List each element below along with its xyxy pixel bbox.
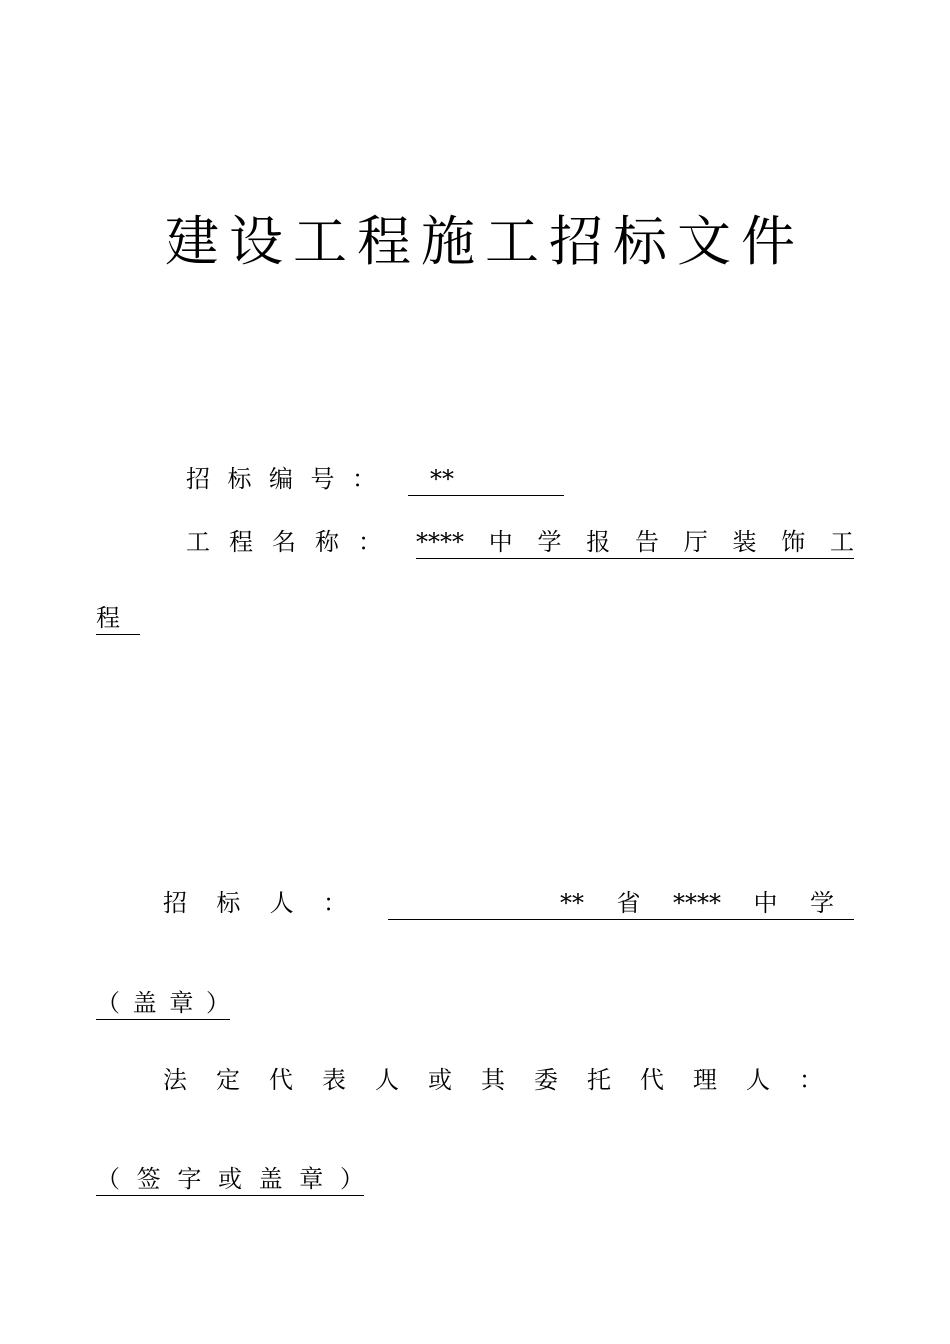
- tender-number-value: **: [408, 463, 564, 496]
- project-name-value: **** 中 学 报 告 厅 装 饰 工: [416, 526, 854, 559]
- legal-representative-signature-note: （ 签 字 或 盖 章 ）: [96, 1163, 364, 1196]
- tenderer-value: ** 省 **** 中 学: [388, 887, 854, 920]
- document-title: 建设工程施工招标文件: [165, 210, 805, 273]
- project-name-label: 工 程 名 称 ：: [186, 528, 382, 556]
- legal-representative-label: 法 定 代 表 人 或 其 委 托 代 理 人 ：: [163, 1066, 823, 1094]
- tenderer-label: 招 标 人 ：: [163, 889, 347, 917]
- tenderer-seal-note: （ 盖 章 ）: [96, 987, 230, 1020]
- project-name-value-continued: 程: [96, 602, 140, 635]
- tender-number-label: 招 标 编 号 ：: [186, 465, 376, 493]
